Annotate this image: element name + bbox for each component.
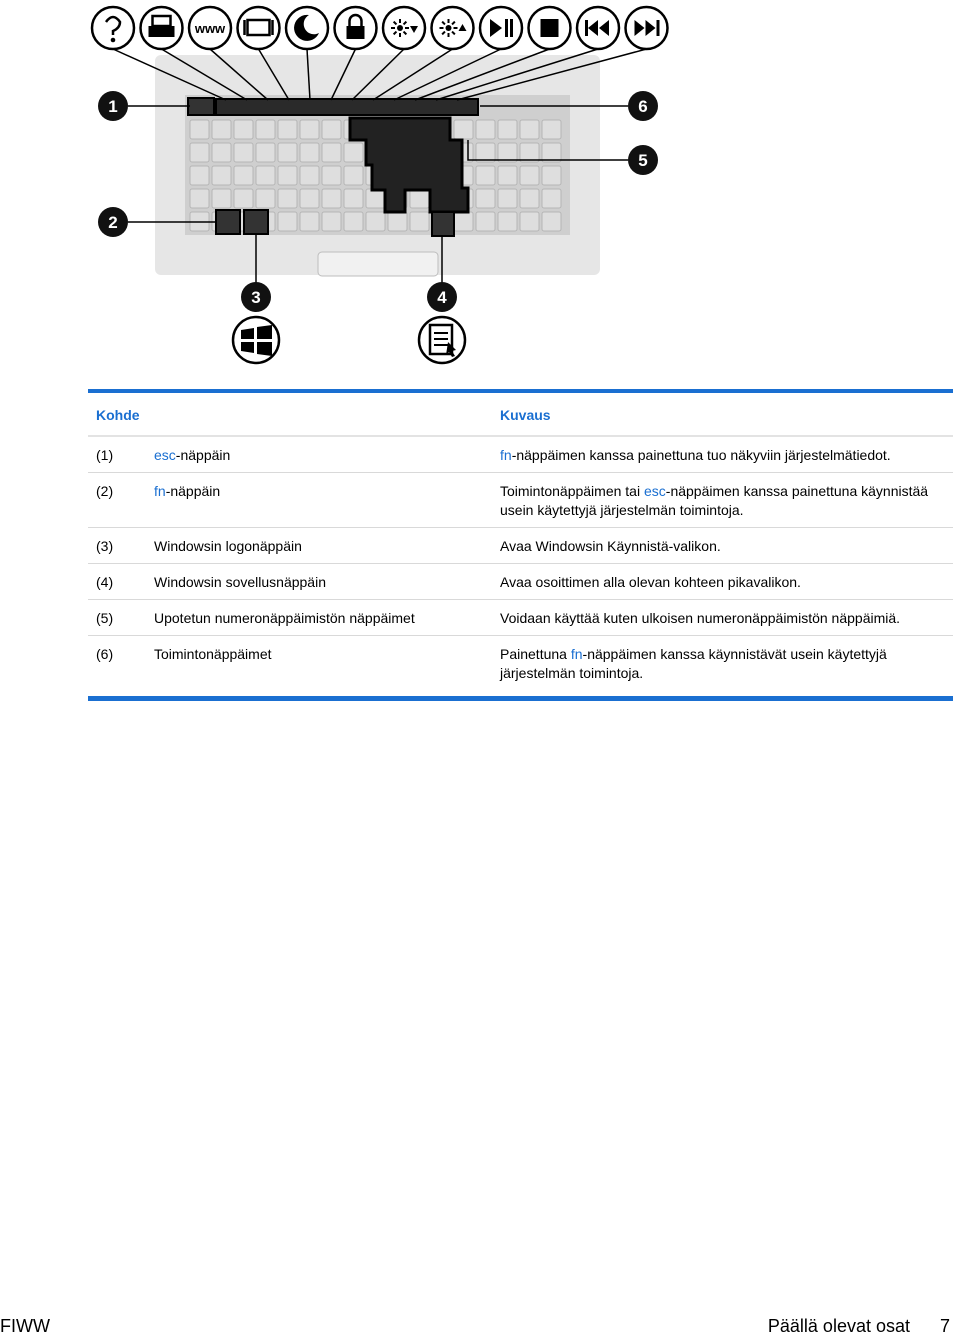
key (498, 189, 517, 208)
row-description-text: -näppäimen kanssa käynnistävät usein käytettyjä järjestelmän toimintoja. (500, 646, 887, 681)
key (234, 120, 253, 139)
key (190, 143, 209, 162)
help-icon (92, 7, 134, 49)
key (542, 212, 561, 231)
key (256, 189, 275, 208)
callout-3-label: 3 (251, 288, 261, 307)
row-number: (1) (88, 436, 146, 473)
key (212, 143, 231, 162)
key (190, 120, 209, 139)
key (234, 189, 253, 208)
brightness-down-icon (383, 7, 425, 49)
callout-5 (628, 145, 658, 175)
play-pause-icon (480, 7, 522, 49)
callout-4 (427, 282, 457, 312)
callout-6-label: 6 (638, 97, 648, 116)
callout-2-label: 2 (108, 213, 118, 232)
callout-2 (98, 207, 128, 237)
key (476, 166, 495, 185)
key (300, 120, 319, 139)
callout-6 (628, 91, 658, 121)
www-icon (189, 7, 231, 49)
key (520, 143, 539, 162)
key (498, 212, 517, 231)
row-number: (2) (88, 473, 146, 528)
key (256, 166, 275, 185)
key (278, 189, 297, 208)
windows-logo-icon (233, 317, 279, 363)
win-key-highlight (244, 210, 268, 234)
key (300, 212, 319, 231)
row-number: (5) (88, 600, 146, 636)
key (498, 120, 517, 139)
key (344, 212, 363, 231)
key (520, 212, 539, 231)
touchpad (318, 252, 438, 276)
row-description-prefix: Painettuna (500, 646, 571, 662)
callout-1-label: 1 (108, 97, 118, 116)
display-switch-icon (238, 7, 280, 49)
row-description (492, 564, 953, 600)
key (542, 189, 561, 208)
table-row (88, 564, 953, 600)
row-number: (3) (88, 528, 146, 564)
key (476, 120, 495, 139)
row-description (492, 600, 953, 636)
key (410, 212, 429, 231)
key (388, 212, 407, 231)
table-bottom-rule (88, 696, 953, 701)
key (520, 120, 539, 139)
row-item (146, 473, 492, 528)
key (256, 143, 275, 162)
next-track-icon (626, 7, 668, 49)
row-description-text: -näppäimen kanssa painettuna tuo näkyviin järjestelmätiedot. (511, 447, 891, 463)
key (300, 189, 319, 208)
row-description (492, 636, 953, 691)
row-description-text: Avaa osoittimen alla olevan kohteen pikavalikon. (500, 574, 801, 590)
stop-icon (529, 7, 571, 49)
row-description-key: esc (643, 483, 666, 499)
app-key-highlight (432, 212, 454, 236)
row-item-key: fn (154, 483, 166, 499)
key (520, 189, 539, 208)
brightness-up-icon (432, 7, 474, 49)
row-item-text: -näppäin (175, 447, 231, 463)
footer-page-number: 7 (939, 1316, 950, 1336)
row-item (146, 436, 492, 473)
key (278, 166, 297, 185)
key (256, 120, 275, 139)
row-number: (6) (96, 646, 114, 662)
key (454, 120, 473, 139)
key (322, 120, 341, 139)
page-footer (0, 1316, 960, 1336)
lock-icon (335, 7, 377, 49)
sleep-moon-icon (286, 7, 328, 49)
key (234, 166, 253, 185)
key (476, 212, 495, 231)
footer-section-title: Päällä olevat osat (767, 1316, 910, 1336)
key (212, 120, 231, 139)
callout-5-label: 5 (638, 151, 648, 170)
row-item-text: Windowsin logonäppäin (154, 538, 302, 554)
row-item-text: Toimintonäppäimet (154, 646, 272, 662)
row-description-text: Voidaan käyttää kuten ulkoisen numeronäppäimistön näppäimiä. (500, 610, 901, 626)
printer-icon (141, 7, 183, 49)
row-description-key: fn (500, 447, 512, 463)
key (300, 166, 319, 185)
key (542, 143, 561, 162)
table-header-row (88, 393, 953, 436)
key (278, 120, 297, 139)
esc-key-highlight (188, 98, 214, 115)
www-icon-label: www (194, 21, 226, 36)
key (300, 143, 319, 162)
key (234, 143, 253, 162)
row-item-text: Upotetun numeronäppäimistön näppäimet (154, 610, 415, 626)
application-menu-icon (419, 317, 465, 363)
table-row (88, 636, 953, 691)
key (190, 166, 209, 185)
key (454, 212, 473, 231)
key (366, 212, 385, 231)
row-description-prefix: Toimintonäppäimen tai (500, 483, 644, 499)
row-item (146, 528, 492, 564)
key (322, 143, 341, 162)
key (212, 166, 231, 185)
key (322, 166, 341, 185)
key (476, 189, 495, 208)
column-header-description: Kuvaus (492, 393, 953, 436)
table-row (88, 528, 953, 564)
column-header-item: Kohde (88, 393, 492, 436)
fn-key-highlight (216, 210, 240, 234)
row-description-text: Avaa Windowsin Käynnistä-valikon. (500, 538, 721, 554)
key (322, 189, 341, 208)
function-icon-row (92, 7, 668, 49)
key (476, 143, 495, 162)
callout-1 (98, 91, 128, 121)
key (498, 143, 517, 162)
key (322, 212, 341, 231)
key (344, 143, 363, 162)
key (278, 143, 297, 162)
key (344, 166, 363, 185)
footer-doc-code: FIWW (0, 1316, 50, 1336)
row-description-key: fn (570, 646, 583, 662)
key (190, 189, 209, 208)
key (542, 166, 561, 185)
key (212, 189, 231, 208)
table-row (88, 600, 953, 636)
previous-track-icon (577, 7, 619, 49)
key (410, 189, 429, 208)
key (344, 189, 363, 208)
row-description (492, 528, 953, 564)
key (278, 212, 297, 231)
key (542, 120, 561, 139)
row-item (146, 636, 492, 691)
row-item (146, 600, 492, 636)
key (366, 189, 385, 208)
row-description-text: -näppäimen kanssa painettuna käynnistää usein käytettyjä järjestelmän toimintoja. (500, 483, 929, 518)
row-item (146, 564, 492, 600)
row-item-text: Windowsin sovellusnäppäin (154, 574, 326, 590)
callout-3 (241, 282, 271, 312)
row-description (492, 473, 953, 528)
table-row (88, 473, 953, 528)
callout-4-label: 4 (437, 288, 447, 307)
key (520, 166, 539, 185)
keyboard-figure (0, 0, 960, 380)
table-row (88, 436, 953, 473)
row-number: (4) (88, 564, 146, 600)
row-item-text: -näppäin (165, 483, 221, 499)
row-item-key: esc (154, 447, 176, 463)
footer-right (768, 1316, 950, 1337)
key (498, 166, 517, 185)
key-description-table (88, 389, 953, 701)
function-keys-highlight (216, 99, 478, 115)
row-description (492, 436, 953, 473)
